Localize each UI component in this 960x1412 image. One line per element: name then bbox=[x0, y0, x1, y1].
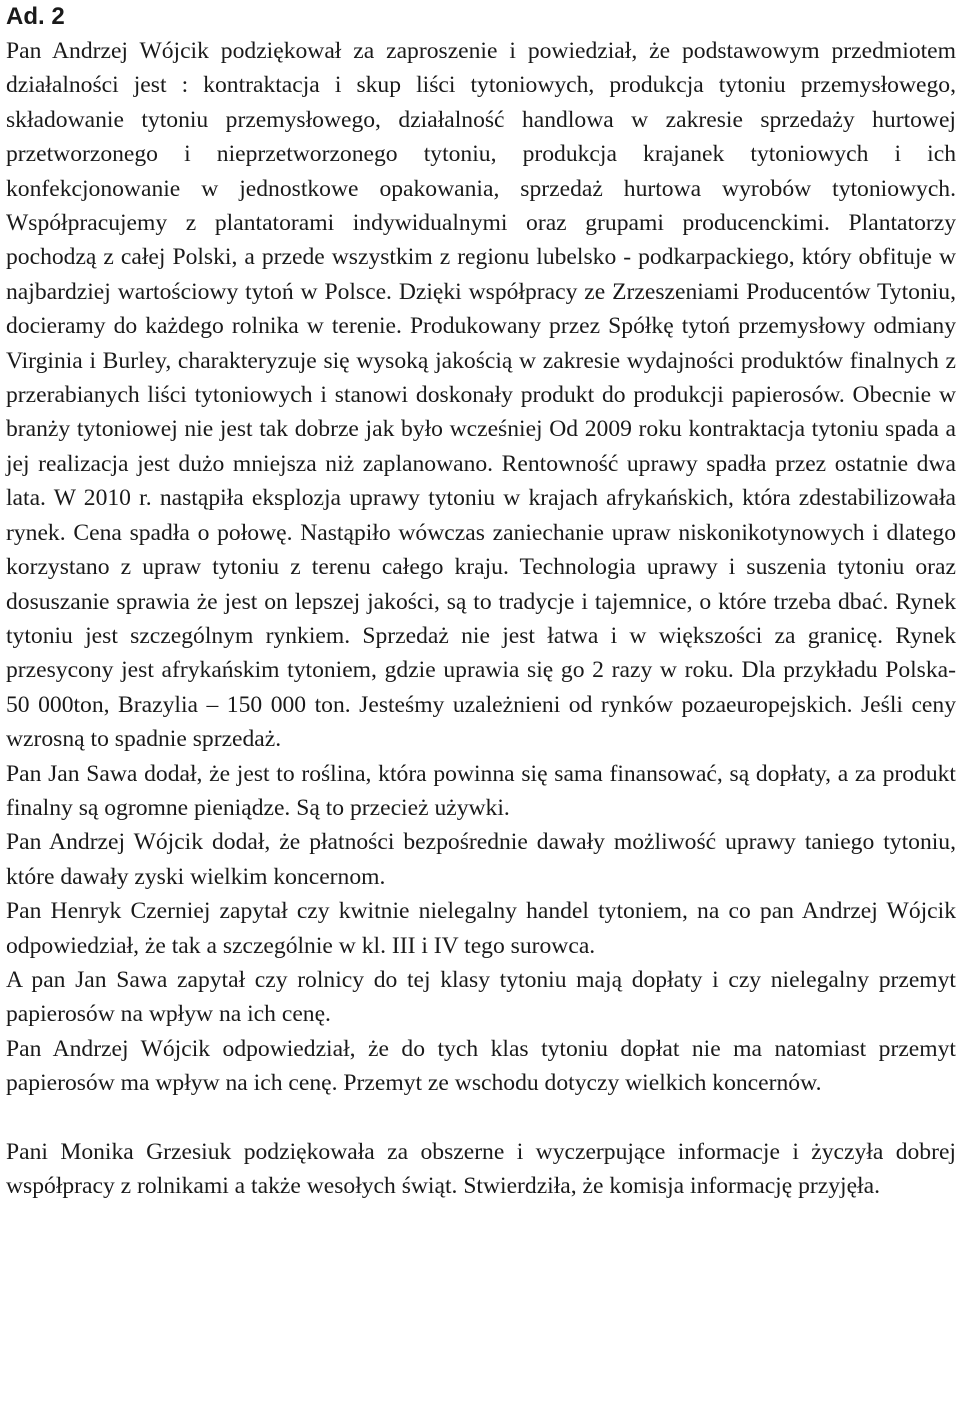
document-page bbox=[6, 0, 956, 1203]
paragraph-sawa-question: A pan Jan Sawa zapytał czy rolnicy do tej klasy tytoniu mają dopłaty i czy nielegalny przemyt papierosów na wpływ na ich cenę. bbox=[6, 966, 956, 1028]
paragraph-sawa-comment: Pan Jan Sawa dodał, że jest to roślina, która powinna się sama finansować, są dopłaty, a za produkt finalny są ogromne pieniądze. Są to przecież używki. bbox=[6, 760, 956, 821]
paragraph-grzesiuk-closing: Pani Monika Grzesiuk podziękowała za obszerne i wyczerpujące informacje i życzyła dobrej współpracy z rolnikami a także wesołych świąt. Stwierdziła, że komisja informację przyjęła. bbox=[6, 1138, 956, 1199]
paragraph-wojcik-answer: Pan Andrzej Wójcik odpowiedział, że do tych klas tytoniu dopłat nie ma natomiast przemyt papierosów ma wpływ na ich cenę. Przemyt ze wschodu dotyczy wielkich koncernów. bbox=[6, 1035, 956, 1097]
paragraph-czerniej-question: Pan Henryk Czerniej zapytał czy kwitnie nielegalny handel tytoniem, na co pan Andrzej Wójcik odpowiedział, że tak a szczególnie w kl. III i IV tego surowca. bbox=[6, 898, 956, 959]
section-heading: Ad. 2 bbox=[6, 3, 65, 30]
paragraph-wojcik-payments: Pan Andrzej Wójcik dodał, że płatności bezpośrednie dawały możliwość uprawy taniego tytoniu, które dawały zyski wielkim koncernom. bbox=[6, 829, 956, 890]
paragraph-spacer bbox=[6, 1101, 956, 1135]
paragraph-wojcik-statement: Pan Andrzej Wójcik podziękował za zaproszenie i powiedział, że podstawowym przedmiotem działalności jest : kontraktacja i skup liści tytoniowych, produkcja tytoniu przemysłowego, składowanie tytoniu przemysłowego, działalność handlowa w zakresie sprzedaży hurtowej przetworzonego i nieprzetworzonego tytoniu, produkcja krajanek tytoniowych i ich konfekcjonowanie w jednostkowe opakowania, sprzedaż hurtowa wyrobów tytoniowych. Współpracujemy z plantatorami indywidualnymi oraz grupami producenckimi. Plantatorzy pochodzą z całej Polski, a przede wszystkim z regionu lubelsko - podkarpackiego, który obfituje w najbardziej wartościowy tytoń w Polsce. Dzięki współpracy ze Zrzeszeniami Producentów Tytoniu, docieramy do każdego rolnika w terenie. Produkowany przez Spółkę tytoń przemysłowy odmiany Virginia i Burley, charakteryzuje się wysoką jakością w zakresie wydajności produktów finalnych z przerabianych liści tytoniowych i stanowi doskonały produkt do produkcji papierosów. Obecnie w branży tytoniowej nie jest tak dobrze jak było wcześniej Od 2009 roku kontraktacja tytoniu spada a jej realizacja jest dużo mniejsza niż zaplanowano. Rentowność uprawy spadła przez ostatnie dwa lata. W 2010 r. nastąpiła eksplozja uprawy tytoniu w krajach afrykańskich, która zdestabilizowała rynek. Cena spadła o połowę. Nastąpiło wówczas zaniechanie upraw niskonikotynowych i dlatego korzystano z upraw tytoniu z terenu całego kraju. Technologia uprawy i suszenia tytoniu oraz dosuszanie sprawia że jest on lepszej jakości, są to tradycje i tajemnice, o które trzeba dbać. Rynek tytoniu jest szczególnym rynkiem. Sprzedaż nie jest łatwa i w większości za granicę. Rynek przesycony jest afrykańskim tytoniem, gdzie uprawia się go 2 razy w roku. Dla przykładu Polska- 50 000ton, Brazylia – 150 000 ton. Jesteśmy uzależnieni od rynków pozaeuropejskich. Jeśli ceny wzrosną to spadnie sprzedaż. bbox=[6, 38, 956, 753]
